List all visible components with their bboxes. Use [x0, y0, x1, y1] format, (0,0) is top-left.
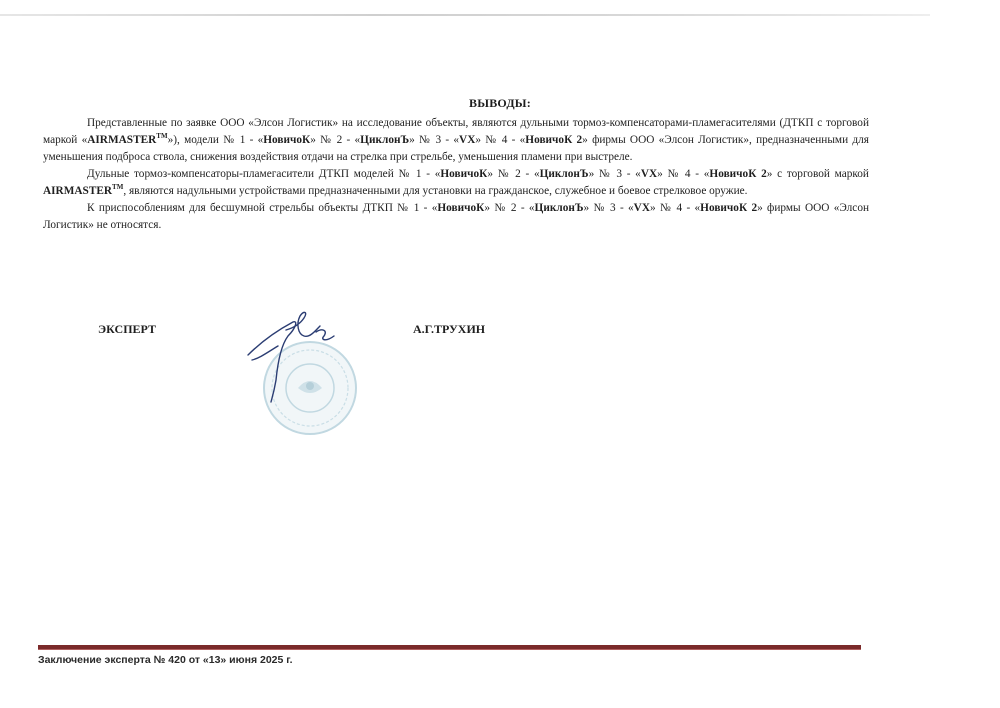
footer-reference: Заключение эксперта № 420 от «13» июня 2025 г.: [38, 654, 293, 666]
p3-model-3: VX: [633, 202, 650, 214]
conclusions-body: [43, 115, 869, 234]
p1-text-1: Представленные по заявке ООО «Элсон Логистик» на исследование объекты, являются дульными тормоз-компенсаторами-пламегасителями (ДТКП с торговой маркой «: [43, 117, 869, 146]
p2-text-5: » с торговой маркой: [766, 168, 869, 180]
p2-text-1: Дульные тормоз-компенсаторы-пламегасители ДТКП моделей № 1 - «: [87, 168, 441, 180]
p3-text-4: » № 4 - «: [650, 202, 701, 214]
p1-model-4: НовичоК 2: [525, 134, 583, 146]
paragraph-2: [43, 166, 869, 200]
p3-model-1: НовичоК: [437, 202, 485, 214]
p1-brand: [87, 134, 167, 146]
p2-model-2: ЦиклонЪ: [539, 168, 589, 180]
p1-model-2: ЦиклонЪ: [360, 134, 410, 146]
p2-text-6: , являются надульными устройствами предназначенными для установки на гражданское, служебное и боевое стрелковое оружие.: [123, 185, 748, 197]
expert-role-label: ЭКСПЕРТ: [98, 322, 157, 336]
p1-text-3: » № 2 - «: [310, 134, 361, 146]
top-divider: [0, 14, 930, 16]
footer-divider: [38, 645, 861, 650]
p2-text-3: » № 3 - «: [588, 168, 641, 180]
p3-text-2: » № 2 - «: [484, 202, 535, 214]
p2-model-4: НовичоК 2: [709, 168, 767, 180]
p3-text-3: » № 3 - «: [583, 202, 634, 214]
p3-model-2: ЦиклонЪ: [534, 202, 584, 214]
p3-model-4: НовичоК 2: [700, 202, 758, 214]
p1-text-6: » фирмы ООО «Элсон Логистик», предназначенными для уменьшения подброса ствола, снижения воздействия отдачи на стрелка при стрельбе, уменьшения пламени при выстреле.: [43, 134, 869, 163]
p2-text-2: » № 2 - «: [487, 168, 540, 180]
paragraph-3: [43, 200, 869, 234]
stamp-and-signature: [238, 300, 378, 440]
p2-tm: TM: [112, 183, 124, 192]
p2-brand: [43, 185, 123, 197]
expert-name: А.Г.ТРУХИН: [413, 322, 486, 336]
p1-text-2: »), модели № 1 - «: [167, 134, 264, 146]
p1-model-3: VX: [459, 134, 476, 146]
p1-text-4: » № 3 - «: [409, 134, 460, 146]
round-seal-stamp-icon: [264, 342, 356, 434]
p1-tm: TM: [156, 132, 168, 141]
p2-text-4: » № 4 - «: [657, 168, 710, 180]
p2-model-1: НовичоК: [440, 168, 488, 180]
p1-brand-text: AIRMASTER: [87, 134, 157, 146]
p1-model-1: НовичоК: [263, 134, 311, 146]
p3-text-1: К приспособлениям для бесшумной стрельбы объекты ДТКП № 1 - «: [87, 202, 438, 214]
p1-text-5: » № 4 - «: [475, 134, 526, 146]
p3-text-5: » фирмы ООО «Элсон Логистик» не относятся.: [43, 202, 870, 231]
p2-brand-text: AIRMASTER: [43, 185, 113, 197]
paragraph-1: [43, 115, 869, 166]
p2-model-3: VX: [640, 168, 658, 180]
conclusions-title: ВЫВОДЫ:: [469, 96, 531, 110]
